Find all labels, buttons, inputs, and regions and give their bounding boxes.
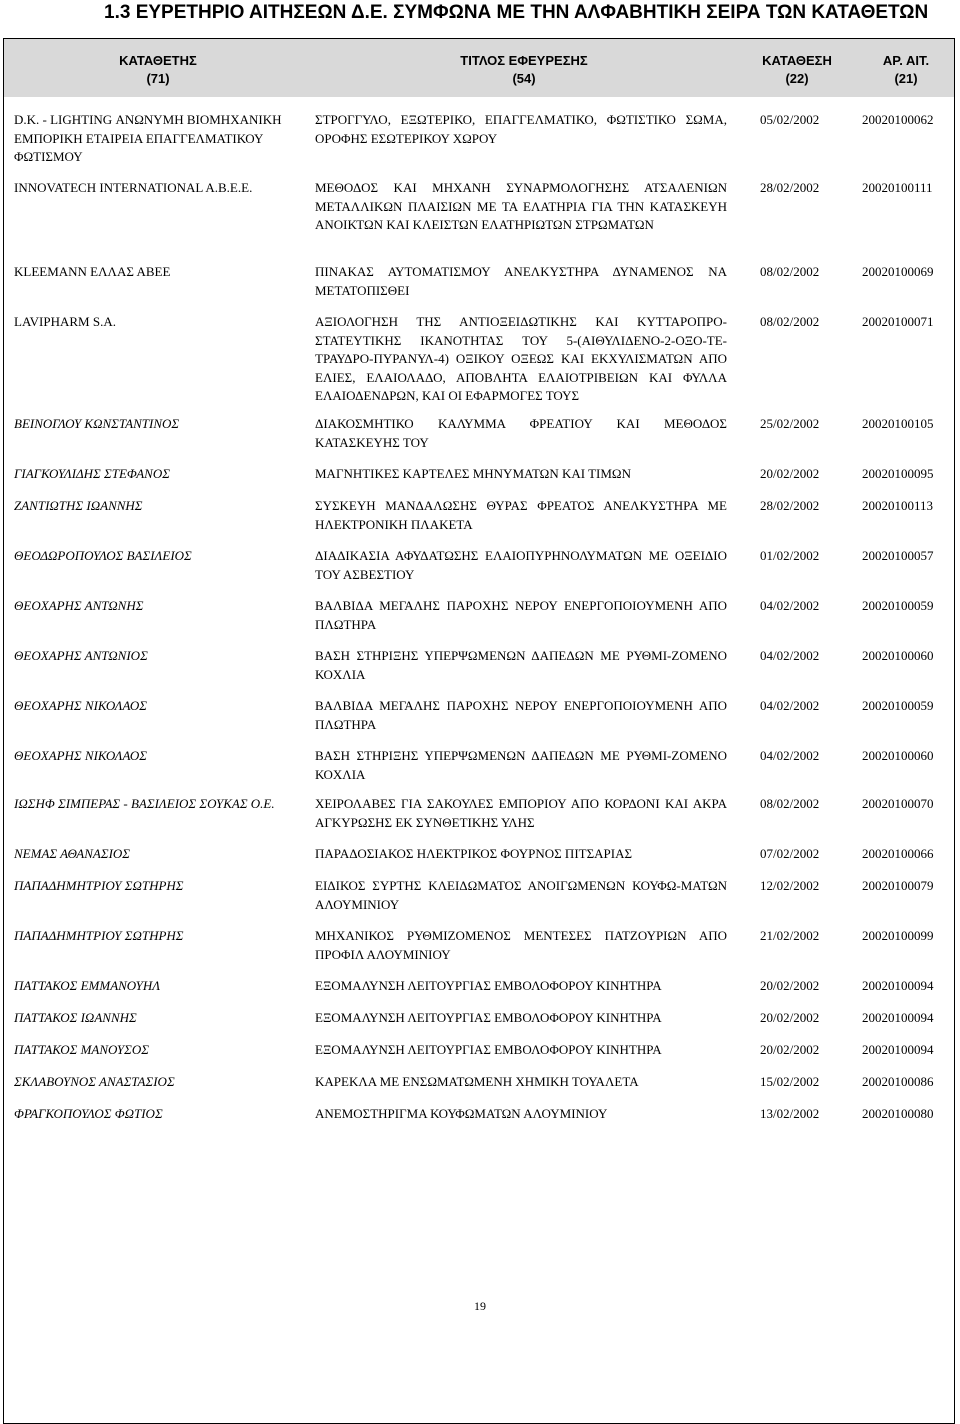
invention-title-cell: ΔΙΑΔΙΚΑΣΙΑ ΑΦΥΔΑΤΩΣΗΣ ΕΛΑΙΟΠΥΡΗΝΟΛΥΜΑΤΩΝ ΜΕ ΟΞΕΙΔΙΟ ΤΟΥ ΑΣΒΕΣΤΙΟΥ [315, 548, 727, 582]
invention-title-cell: ΕΞΟΜΑΛΥΝΣΗ ΛΕΙΤΟΥΡΓΙΑΣ ΕΜΒΟΛΟΦΟΡΟΥ ΚΙΝΗΤΗΡΑ [315, 1042, 662, 1057]
applicant-cell: D.K. - LIGHTING ΑΝΩΝΥΜΗ ΒΙΟΜΗΧΑΝΙΚΗ ΕΜΠΟΡΙΚΗ ΕΤΑΙΡΕΙΑ ΕΠΑΓΓΕΛΜΑΤΙΚΟΥ ΦΩΤΙΣΜΟΥ [14, 112, 282, 164]
application-number-cell: 20020100094 [862, 1010, 934, 1025]
filing-date-cell: 07/02/2002 [760, 846, 820, 861]
invention-title-cell: ΒΑΣΗ ΣΤΗΡΙΞΗΣ ΥΠΕΡΨΩΜΕΝΩΝ ΔΑΠΕΔΩΝ ΜΕ ΡΥΘΜΙ-ΖΟΜΕΝΟ ΚΟΧΛΙΑ [315, 748, 727, 782]
applicant-cell: ΠΑΠΑΔΗΜΗΤΡΙΟΥ ΣΩΤΗΡΗΣ [14, 928, 184, 943]
applicant-cell: ΝΕΜΑΣ ΑΘΑΝΑΣΙΟΣ [14, 846, 131, 861]
filing-date-cell: 20/02/2002 [760, 466, 820, 481]
applicant-cell: KLEEMANN ΕΛΛΑΣ ΑΒΕΕ [14, 264, 171, 279]
applicant-cell: ΠΑΤΤΑΚΟΣ ΕΜΜΑΝΟΥΗΛ [14, 978, 161, 993]
application-number-cell: 20020100062 [862, 112, 934, 127]
applicant-cell: LAVIPHARM S.A. [14, 314, 116, 329]
filing-date-cell: 05/02/2002 [760, 112, 820, 127]
application-number-cell: 20020100113 [862, 498, 934, 513]
filing-date-cell: 08/02/2002 [760, 314, 820, 329]
invention-title-cell: ΒΑΛΒΙΔΑ ΜΕΓΑΛΗΣ ΠΑΡΟΧΗΣ ΝΕΡΟΥ ΕΝΕΡΓΟΠΟΙΟΥΜΕΝΗ ΑΠΟ ΠΛΩΤΗΡΑ [315, 698, 727, 732]
applicant-cell: ΦΡΑΓΚΟΠΟΥΛΟΣ ΦΩΤΙΟΣ [14, 1106, 163, 1121]
invention-title-cell: ΣΤΡΟΓΓΥΛΟ, ΕΞΩΤΕΡΙΚΟ, ΕΠΑΓΓΕΛΜΑΤΙΚΟ, ΦΩΤΙΣΤΙΚΟ ΣΩΜΑ, ΟΡΟΦΗΣ ΕΣΩΤΕΡΙΚΟΥ ΧΩΡΟΥ [315, 112, 727, 146]
application-number-cell: 20020100086 [862, 1074, 934, 1089]
applicant-cell: ΓΙΑΓΚΟΥΛΙΔΗΣ ΣΤΕΦΑΝΟΣ [14, 466, 170, 481]
invention-title-cell: ΑΞΙΟΛΟΓΗΣΗ ΤΗΣ ΑΝΤΙΟΞΕΙΔΩΤΙΚΗΣ ΚΑΙ ΚΥΤΤΑΡΟΠΡΟ-ΣΤΑΤΕΥΤΙΚΗΣ ΙΚΑΝΟΤΗΤΑΣ ΤΟΥ 5-(ΑΙΘΥΛΙΔΕΝΟ-2-ΟΞΟ-ΤΕ-ΤΡΑΥΔΡΟ-ΠΥΡΑΝΥΛ-4) ΟΞΙΚΟΥ ΟΞΕΩΣ ΚΑΙ ΕΚΧΥΛΙΣΜΑΤΩΝ ΑΠΟ ΕΛΙΕΣ, ΕΛΑΙΟΛΑΔΟ, ΑΠΟΒΛΗΤΑ ΕΛΑΙΟΤΡΙΒΕΙΩΝ ΚΑΙ ΦΥΛΛΑ ΕΛΑΙΟΔΕΝΔΡΩΝ, ΚΑΙ ΟΙ ΕΦΑΡΜΟΓΕΣ ΤΟΥΣ [315, 314, 727, 403]
page-title: 1.3 ΕΥΡΕΤΗΡΙΟ ΑΙΤΗΣΕΩΝ Δ.Ε. ΣΥΜΦΩΝΑ ΜΕ ΤΗΝ ΑΛΦΑΒΗΤΙΚΗ ΣΕΙΡΑ ΤΩΝ ΚΑΤΑΘΕΤΩΝ [104, 2, 929, 23]
application-number-cell: 20020100094 [862, 1042, 934, 1057]
application-number-cell: 20020100060 [862, 648, 934, 663]
header-filing-date: ΚΑΤΑΘΕΣΗ (22) [762, 53, 832, 86]
invention-title-cell: ΜΗΧΑΝΙΚΟΣ ΡΥΘΜΙΖΟΜΕΝΟΣ ΜΕΝΤΕΣΕΣ ΠΑΤΖΟΥΡΙΩΝ ΑΠΟ ΠΡΟΦΙΛ ΑΛΟΥΜΙΝΙΟΥ [315, 928, 727, 962]
filing-date-cell: 20/02/2002 [760, 1010, 820, 1025]
header-applicant: ΚΑΤΑΘΕΤΗΣ (71) [119, 53, 197, 86]
invention-title-cell: ΒΑΣΗ ΣΤΗΡΙΞΗΣ ΥΠΕΡΨΩΜΕΝΩΝ ΔΑΠΕΔΩΝ ΜΕ ΡΥΘΜΙ-ΖΟΜΕΝΟ ΚΟΧΛΙΑ [315, 648, 727, 682]
invention-title-cell: ΚΑΡΕΚΛΑ ΜΕ ΕΝΣΩΜΑΤΩΜΕΝΗ ΧΗΜΙΚΗ ΤΟΥΑΛΕΤΑ [315, 1074, 639, 1089]
invention-title-cell: ΕΞΟΜΑΛΥΝΣΗ ΛΕΙΤΟΥΡΓΙΑΣ ΕΜΒΟΛΟΦΟΡΟΥ ΚΙΝΗΤΗΡΑ [315, 1010, 662, 1025]
filing-date-cell: 08/02/2002 [760, 796, 820, 811]
invention-title-cell: ΒΑΛΒΙΔΑ ΜΕΓΑΛΗΣ ΠΑΡΟΧΗΣ ΝΕΡΟΥ ΕΝΕΡΓΟΠΟΙΟΥΜΕΝΗ ΑΠΟ ΠΛΩΤΗΡΑ [315, 598, 727, 632]
applicant-cell: ΘΕΟΧΑΡΗΣ ΝΙΚΟΛΑΟΣ [14, 698, 148, 713]
applicant-cell: ΠΑΤΤΑΚΟΣ ΜΑΝΟΥΣΟΣ [14, 1042, 149, 1057]
invention-title-cell: ΔΙΑΚΟΣΜΗΤΙΚΟ ΚΑΛΥΜΜΑ ΦΡΕΑΤΙΟΥ ΚΑΙ ΜΕΘΟΔΟΣ ΚΑΤΑΣΚΕΥΗΣ ΤΟΥ [315, 416, 727, 450]
filing-date-cell: 13/02/2002 [760, 1106, 820, 1121]
filing-date-cell: 15/02/2002 [760, 1074, 820, 1089]
application-number-cell: 20020100071 [862, 314, 934, 329]
application-number-cell: 20020100069 [862, 264, 934, 279]
applicant-cell: ΘΕΟΔΩΡΟΠΟΥΛΟΣ ΒΑΣΙΛΕΙΟΣ [14, 548, 192, 563]
application-number-cell: 20020100057 [862, 548, 934, 563]
filing-date-cell: 28/02/2002 [760, 498, 820, 513]
applicant-cell: ΠΑΠΑΔΗΜΗΤΡΙΟΥ ΣΩΤΗΡΗΣ [14, 878, 184, 893]
invention-title-cell: ΧΕΙΡΟΛΑΒΕΣ ΓΙΑ ΣΑΚΟΥΛΕΣ ΕΜΠΟΡΙΟΥ ΑΠΟ ΚΟΡΔΟΝΙ ΚΑΙ ΑΚΡΑ ΑΓΚΥΡΩΣΗΣ ΕΚ ΣΥΝΘΕΤΙΚΗΣ ΥΛΗΣ [315, 796, 727, 830]
applicant-cell: ΖΑΝΤΙΩΤΗΣ ΙΩΑΝΝΗΣ [14, 498, 143, 513]
applicant-cell: ΙΩΣΗΦ ΣΙΜΠΕΡΑΣ - ΒΑΣΙΛΕΙΟΣ ΣΟΥΚΑΣ Ο.Ε. [14, 796, 275, 811]
filing-date-cell: 04/02/2002 [760, 598, 820, 613]
application-number-cell: 20020100099 [862, 928, 934, 943]
filing-date-cell: 04/02/2002 [760, 648, 820, 663]
table-header [4, 39, 954, 97]
header-title: ΤΙΤΛΟΣ ΕΦΕΥΡΕΣΗΣ (54) [460, 53, 588, 86]
invention-title-cell: ΠΙΝΑΚΑΣ ΑΥΤΟΜΑΤΙΣΜΟΥ ΑΝΕΛΚΥΣΤΗΡΑ ΔΥΝΑΜΕΝΟΣ ΝΑ ΜΕΤΑΤΟΠΙΣΘΕΙ [315, 264, 727, 298]
filing-date-cell: 08/02/2002 [760, 264, 820, 279]
application-number-cell: 20020100059 [862, 598, 934, 613]
application-number-cell: 20020100079 [862, 878, 934, 893]
invention-title-cell: ΜΕΘΟΔΟΣ ΚΑΙ ΜΗΧΑΝΗ ΣΥΝΑΡΜΟΛΟΓΗΣΗΣ ΑΤΣΑΛΕΝΙΩΝ ΜΕΤΑΛΛΙΚΩΝ ΠΛΑΙΣΙΩΝ ΜΕ ΤΑ ΕΛΑΤΗΡΙΑ ΓΙΑ ΤΗΝ ΚΑΤΑΣΚΕΥΗ ΑΝΟΙΚΤΩΝ ΚΑΙ ΚΛΕΙΣΤΩΝ ΕΛΑΤΗΡΙΩΤΩΝ ΣΤΡΩΜΑΤΩΝ [315, 180, 727, 232]
application-number-cell: 20020100094 [862, 978, 934, 993]
applicant-cell: ΘΕΟΧΑΡΗΣ ΑΝΤΩΝΗΣ [14, 598, 144, 613]
application-number-cell: 20020100060 [862, 748, 934, 763]
applicant-cell: ΘΕΟΧΑΡΗΣ ΑΝΤΩΝΙΟΣ [14, 648, 148, 663]
page-number: 19 [474, 1299, 486, 1313]
filing-date-cell: 20/02/2002 [760, 1042, 820, 1057]
filing-date-cell: 12/02/2002 [760, 878, 820, 893]
applicant-cell: ΣΚΛΑΒΟΥΝΟΣ ΑΝΑΣΤΑΣΙΟΣ [14, 1074, 175, 1089]
filing-date-cell: 28/02/2002 [760, 180, 820, 195]
filing-date-cell: 01/02/2002 [760, 548, 820, 563]
application-number-cell: 20020100070 [862, 796, 934, 811]
invention-title-cell: ΕΞΟΜΑΛΥΝΣΗ ΛΕΙΤΟΥΡΓΙΑΣ ΕΜΒΟΛΟΦΟΡΟΥ ΚΙΝΗΤΗΡΑ [315, 978, 662, 993]
invention-title-cell: ΑΝΕΜΟΣΤΗΡΙΓΜΑ ΚΟΥΦΩΜΑΤΩΝ ΑΛΟΥΜΙΝΙΟΥ [315, 1106, 608, 1121]
filing-date-cell: 04/02/2002 [760, 748, 820, 763]
application-number-cell: 20020100059 [862, 698, 934, 713]
filing-date-cell: 25/02/2002 [760, 416, 820, 431]
invention-title-cell: ΠΑΡΑΔΟΣΙΑΚΟΣ ΗΛΕΚΤΡΙΚΟΣ ΦΟΥΡΝΟΣ ΠΙΤΣΑΡΙΑΣ [315, 846, 633, 861]
application-number-cell: 20020100066 [862, 846, 934, 861]
applicant-cell: INNOVATECH INTERNATIONAL A.B.E.E. [14, 180, 253, 195]
header-application-number: ΑΡ. ΑΙΤ. (21) [882, 53, 930, 86]
filing-date-cell: 20/02/2002 [760, 978, 820, 993]
application-number-cell: 20020100111 [862, 180, 933, 195]
index-table [3, 38, 955, 1424]
application-number-cell: 20020100080 [862, 1106, 934, 1121]
invention-title-cell: ΣΥΣΚΕΥΗ ΜΑΝΔΑΛΩΣΗΣ ΘΥΡΑΣ ΦΡΕΑΤΟΣ ΑΝΕΛΚΥΣΤΗΡΑ ΜΕ ΗΛΕΚΤΡΟΝΙΚΗ ΠΛΑΚΕΤΑ [315, 498, 727, 532]
filing-date-cell: 21/02/2002 [760, 928, 820, 943]
filing-date-cell: 04/02/2002 [760, 698, 820, 713]
invention-title-cell: ΜΑΓΝΗΤΙΚΕΣ ΚΑΡΤΕΛΕΣ ΜΗΝΥΜΑΤΩΝ ΚΑΙ ΤΙΜΩΝ [315, 466, 631, 481]
applicant-cell: ΠΑΤΤΑΚΟΣ ΙΩΑΝΝΗΣ [14, 1010, 137, 1025]
invention-title-cell: ΕΙΔΙΚΟΣ ΣΥΡΤΗΣ ΚΛΕΙΔΩΜΑΤΟΣ ΑΝΟΙΓΩΜΕΝΩΝ ΚΟΥΦΩ-ΜΑΤΩΝ ΑΛΟΥΜΙΝΙΟΥ [315, 878, 727, 912]
application-number-cell: 20020100105 [862, 416, 934, 431]
applicant-cell: ΘΕΟΧΑΡΗΣ ΝΙΚΟΛΑΟΣ [14, 748, 148, 763]
applicant-cell: ΒΕΙΝΟΓΛΟΥ ΚΩΝΣΤΑΝΤΙΝΟΣ [14, 416, 180, 431]
application-number-cell: 20020100095 [862, 466, 934, 481]
